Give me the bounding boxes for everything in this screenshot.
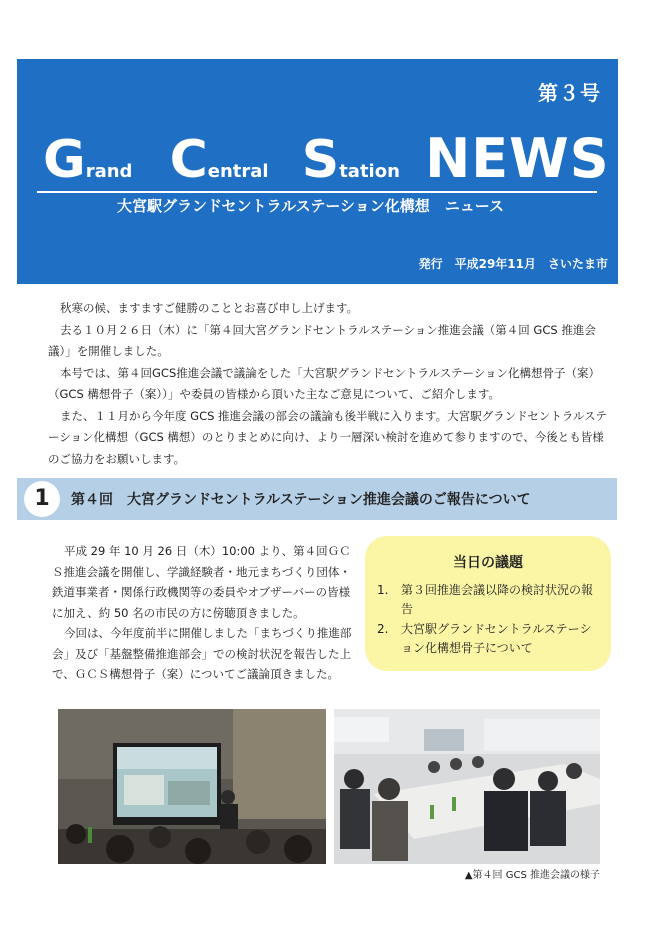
issue-number: 第３号 [538, 81, 601, 105]
agenda-list [377, 581, 603, 659]
agenda-item-text: 大宮駅グランドセントラルステーション化構想骨子について [401, 622, 592, 655]
logo-word-tation: tation [339, 161, 400, 182]
logo-word-entral: entral [207, 161, 269, 182]
section-heading [17, 478, 617, 520]
agenda-item-text: 第３回推進会議以降の検討状況の報告 [401, 583, 594, 616]
logo-word-rand: rand [85, 161, 133, 182]
intro-text [48, 298, 608, 470]
agenda-title: 当日の議題 [453, 555, 523, 571]
agenda-item-number: 2. [377, 622, 389, 636]
agenda-item [377, 581, 603, 619]
agenda-item-number: 1. [377, 583, 389, 597]
publication-info: 発行 平成29年11月 さいたま市 [418, 257, 608, 271]
section-number: 1 [24, 481, 60, 517]
header-banner [17, 59, 618, 284]
report-text [52, 541, 357, 685]
intro-paragraph: また、１１月から今年度 GCS 推進会議の部会の議論も後半戦に入ります。大宮駅グランドセントラルステーション化構想（GCS 構想）のとりまとめに向け、より一層深い検討を進めて参りますので、今後とも皆様のご協力をお願いします。 [48, 408, 607, 466]
report-paragraph: 平成 29 年 10 月 26 日（木）10:00 より、第４回ＧＣＳ推進会議を開催し、学識経験者・地元まちづくり団体・鉄道事業者・関係行政機関等の委員やオブザーバーの皆様に加え、約 50 名の市民の方に傍聴頂きました。 [52, 544, 351, 620]
logo-underline [37, 191, 597, 193]
section-title: 第４回 大宮グランドセントラルステーション推進会議のご報告について [71, 492, 531, 508]
agenda-item [377, 620, 603, 658]
report-paragraph: 今回は、今年度前半に開催しました「まちづくり推進部会」及び「基盤整備推進部会」での検討状況を報告した上で、ＧＣＳ構想骨子（案）についてご議論頂きました。 [52, 626, 352, 681]
meeting-photo-presentation [58, 709, 326, 864]
logo-letter-g: G [43, 130, 86, 190]
intro-paragraph: 去る１０月２６日（木）に「第４回大宮グランドセントラルステーション推進会議（第４回 GCS 推進会議）」を開催しました。 [48, 322, 596, 358]
logo-news: NEWS [425, 127, 610, 190]
logo [43, 127, 610, 199]
logo-letter-c: C [169, 130, 208, 190]
logo-letter-s: S [301, 130, 340, 190]
agenda-box [365, 536, 611, 671]
intro-paragraph: 本号では、第４回GCS推進会議で議論をした「大宮駅グランドセントラルステーション化構想骨子（案）（GCS 構想骨子（案））」や委員の皆様から頂いた主なご意見について、ご紹介します。 [48, 365, 601, 401]
meeting-photo-conference [334, 709, 600, 864]
photo-presentation-illustration [58, 709, 326, 864]
intro-paragraph: 秋寒の候、ますますご健勝のこととお喜び申し上げます。 [60, 301, 359, 315]
photo-caption: ▲第４回 GCS 推進会議の様子 [464, 870, 600, 881]
newsletter-subtitle: 大宮駅グランドセントラルステーション化構想 ニュース [117, 197, 505, 215]
photo-conference-illustration [334, 709, 600, 864]
